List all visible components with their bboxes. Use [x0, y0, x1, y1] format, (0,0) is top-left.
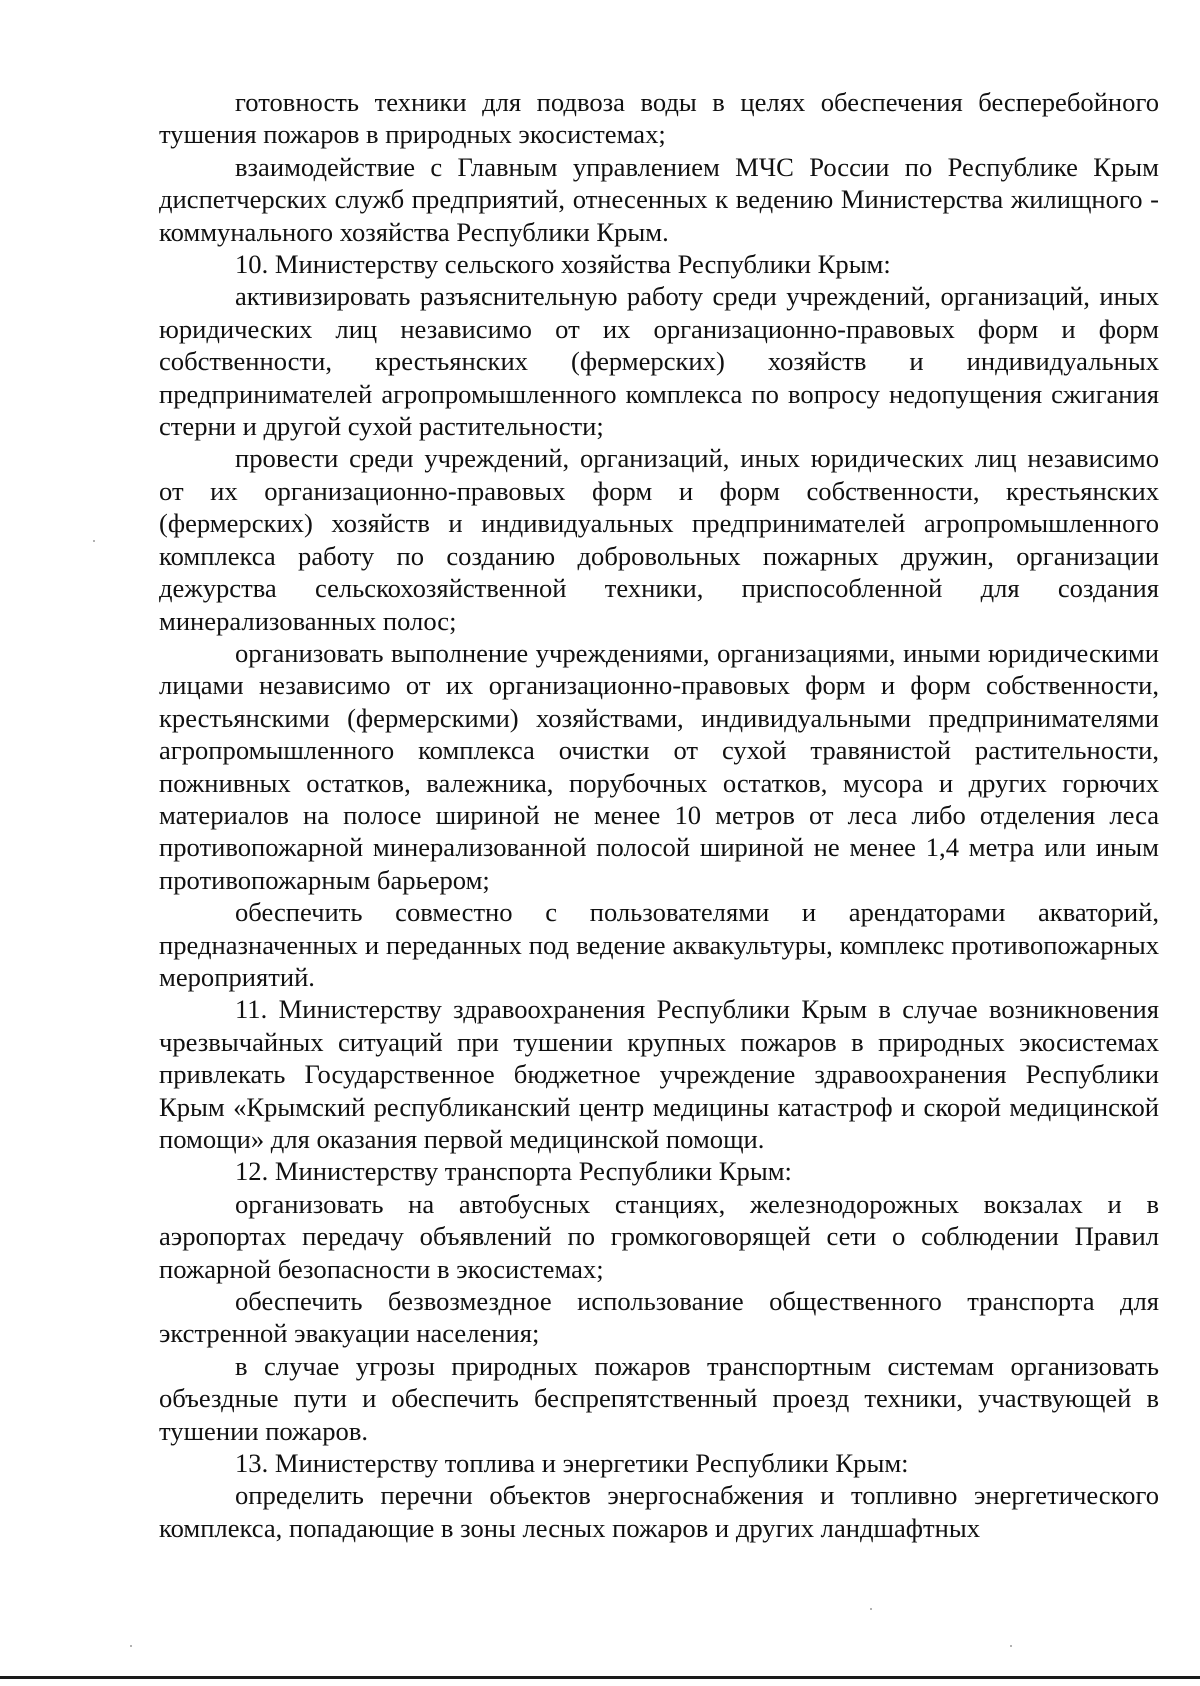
paragraph-energy-objects: определить перечни объектов энергоснабжения и топливно энергетического комплекса, попадающие в зоны лесных пожаров и других ландшафтных [159, 1480, 1159, 1543]
scan-speck [93, 540, 95, 542]
paragraph-detour-routes: в случае угрозы природных пожаров транспортным системам организовать объездные пути и обеспечить беспрепятственный проезд техники, участвующей в тушении пожаров. [159, 1350, 1159, 1446]
paragraph-explanatory-work: активизировать разъяснительную работу среди учреждений, организаций, иных юридических лиц независимо от их организационно-правовых форм и форм собственности, крестьянских (фермерских) хозяйств и индивидуальных предпринимателей агропромышленного комплекса по вопросу недопущения сжигания стерни и другой сухой растительности; [159, 281, 1159, 442]
document-body [159, 86, 1159, 1544]
scan-speck [130, 1645, 132, 1647]
paragraph-water-vehicles: готовность техники для подвоза воды в целях обеспечения бесперебойного тушения пожаров в природных экосистемах; [159, 87, 1159, 150]
heading-item-10-agriculture: 10. Министерству сельского хозяйства Республики Крым: [235, 249, 891, 280]
scan-speck [1010, 1645, 1012, 1647]
scan-bottom-edge-line [0, 1676, 1200, 1679]
paragraph-free-transport: обеспечить безвозмездное использование общественного транспорта для экстренной эвакуации населения; [159, 1286, 1159, 1349]
heading-item-12-transport: 12. Министерству транспорта Республики Крым: [235, 1156, 792, 1187]
paragraph-aquaculture-measures: обеспечить совместно с пользователями и арендаторами акваторий, предназначенных и переданных под ведение аквакультуры, комплекс противопожарных мероприятий. [159, 897, 1159, 992]
paragraph-volunteer-brigades: провести среди учреждений, организаций, иных юридических лиц независимо от их организационно-правовых форм и форм собственности, крестьянских (фермерских) хозяйств и индивидуальных предпринимателей агропромышленного комплекса работу по созданию добровольных пожарных дружин, организации дежурства сельскохозяйственной техники, приспособленной для создания минерализованных полос; [159, 443, 1159, 636]
paragraph-announcements: организовать на автобусных станциях, железнодорожных вокзалах и в аэропортах передачу объявлений по громкоговорящей сети о соблюдении Правил пожарной безопасности в экосистемах; [159, 1188, 1159, 1284]
scan-speck [870, 1608, 872, 1610]
paragraph-mchs-interaction: взаимодействие с Главным управлением МЧС России по Республике Крым диспетчерских служб предприятий, отнесенных к ведению Министерства жилищного - коммунального хозяйства Республики Крым. [159, 151, 1159, 247]
paragraph-clearing-vegetation: организовать выполнение учреждениями, организациями, иными юридическими лицами независимо от их организационно-правовых форм и форм собственности, крестьянскими (фермерскими) хозяйствами, индивидуальными предпринимателями агропромышленного комплекса очистки от сухой травянистой растительности, пожнивных остатков, валежника, порубочных остатков, мусора и других горючих материалов на полосе шириной не менее 10 метров от леса либо отделения леса противопожарной минерализованной полосой шириной не менее 1,4 метра или иным противопожарным барьером; [159, 637, 1159, 895]
heading-item-13-energy: 13. Министерству топлива и энергетики Республики Крым: [235, 1448, 909, 1479]
heading-item-11-healthcare: 11. Министерству здравоохранения Республики Крым в случае возникновения чрезвычайных ситуаций при тушении крупных пожаров в природных экосистемах привлекать Государственное бюджетное учреждение здравоохранения Республики Крым «Крымский республиканский центр медицины катастроф и скорой медицинской помощи» для оказания первой медицинской помощи. [159, 994, 1159, 1154]
